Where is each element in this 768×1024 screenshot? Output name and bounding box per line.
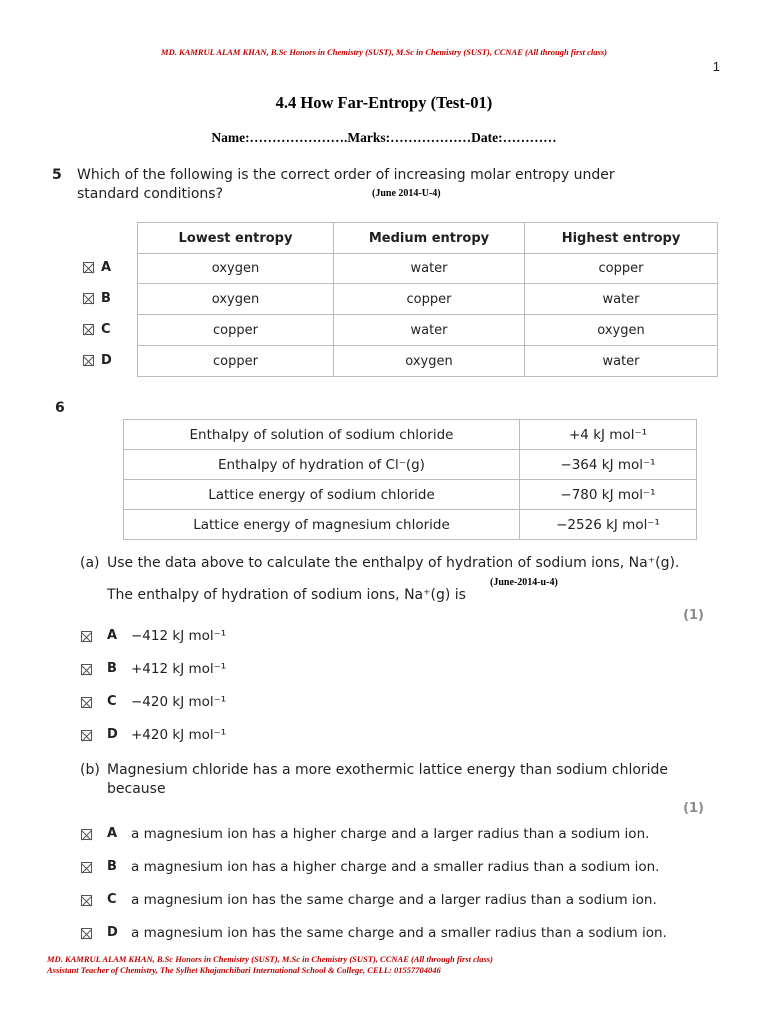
part-a-label: (a)	[80, 555, 100, 571]
option-text: a magnesium ion has a higher charge and a smaller radius than a sodium ion.	[131, 859, 660, 875]
option-letter: D	[107, 925, 118, 940]
table-cell: −364 kJ mol⁻¹	[520, 450, 697, 480]
table-row	[138, 315, 718, 346]
option-letter: B	[107, 859, 117, 874]
answer-checkbox-6b-b[interactable]	[81, 862, 92, 873]
table-cell: copper	[138, 315, 334, 346]
question-5-text-line1: Which of the following is the correct order of increasing molar entropy under	[77, 167, 615, 183]
table-row	[138, 346, 718, 377]
table-cell: Enthalpy of hydration of Cl⁻(g)	[124, 450, 520, 480]
question-5-source: (June 2014-U-4)	[372, 188, 441, 199]
page-header: MD. KAMRUL ALAM KHAN, B.Sc Honors in Chemistry (SUST), M.Sc in Chemistry (SUST), CCNAE (All through first class)	[161, 47, 607, 57]
part-b-text-line1: Magnesium chloride has a more exothermic lattice energy than sodium chloride	[107, 762, 669, 778]
table-cell: +4 kJ mol⁻¹	[520, 420, 697, 450]
table-cell: water	[525, 346, 718, 377]
option-letter: A	[107, 628, 118, 643]
part-b-label: (b)	[80, 762, 100, 778]
enthalpy-data-table	[123, 419, 697, 540]
table-row	[124, 480, 697, 510]
answer-checkbox-6a-a[interactable]	[81, 631, 92, 642]
table-cell: Lattice energy of magnesium chloride	[124, 510, 520, 540]
table-header: Highest entropy	[525, 223, 718, 254]
answer-checkbox-6a-b[interactable]	[81, 664, 92, 675]
table-header: Medium entropy	[334, 223, 525, 254]
option-letter: B	[101, 291, 111, 306]
answer-checkbox-5d[interactable]	[83, 355, 94, 366]
answer-checkbox-6a-d[interactable]	[81, 730, 92, 741]
option-text: +420 kJ mol⁻¹	[131, 727, 227, 743]
question-5-text-line2: standard conditions?	[77, 186, 224, 202]
option-letter: A	[101, 260, 112, 275]
page-number: 1	[712, 59, 720, 74]
table-row	[124, 420, 697, 450]
part-b-marks: (1)	[683, 801, 704, 816]
table-cell: Enthalpy of solution of sodium chloride	[124, 420, 520, 450]
option-letter: A	[107, 826, 118, 841]
page-footer-line2: Assistant Teacher of Chemistry, The Sylhet Khajanchibari International School & College, CELL: 01557704046	[47, 965, 441, 975]
table-row	[124, 450, 697, 480]
page-title: 4.4 How Far-Entropy (Test-01)	[275, 93, 493, 112]
table-cell: oxygen	[525, 315, 718, 346]
table-cell: copper	[334, 284, 525, 315]
table-cell: −780 kJ mol⁻¹	[520, 480, 697, 510]
table-row	[138, 284, 718, 315]
table-cell: −2526 kJ mol⁻¹	[520, 510, 697, 540]
question-5-number: 5	[52, 167, 62, 183]
part-a-source: (June-2014-u-4)	[490, 577, 558, 588]
table-cell: oxygen	[138, 284, 334, 315]
table-cell: copper	[138, 346, 334, 377]
table-cell: Lattice energy of sodium chloride	[124, 480, 520, 510]
table-header: Lowest entropy	[138, 223, 334, 254]
option-letter: D	[101, 353, 112, 368]
option-text: −420 kJ mol⁻¹	[131, 694, 227, 710]
option-text: a magnesium ion has a higher charge and a larger radius than a sodium ion.	[131, 826, 650, 842]
option-text: +412 kJ mol⁻¹	[131, 661, 227, 677]
page-footer-line1: MD. KAMRUL ALAM KHAN, B.Sc Honors in Chemistry (SUST), M.Sc in Chemistry (SUST), CCNAE (All through first class)	[47, 954, 493, 964]
question-6-number: 6	[55, 400, 65, 416]
table-cell: copper	[525, 254, 718, 284]
table-cell: water	[334, 315, 525, 346]
table-cell: oxygen	[138, 254, 334, 284]
table-cell: water	[525, 284, 718, 315]
option-text: −412 kJ mol⁻¹	[131, 628, 227, 644]
part-a-marks: (1)	[683, 608, 704, 623]
table-cell: water	[334, 254, 525, 284]
part-b-text-line2: because	[107, 781, 166, 797]
answer-checkbox-6b-d[interactable]	[81, 928, 92, 939]
option-text: a magnesium ion has the same charge and a larger radius than a sodium ion.	[131, 892, 657, 908]
table-cell: oxygen	[334, 346, 525, 377]
part-a-text-line1: Use the data above to calculate the enthalpy of hydration of sodium ions, Na⁺(g).	[107, 555, 680, 571]
option-letter: D	[107, 727, 118, 742]
table-row	[138, 254, 718, 284]
name-marks-date-line: Name:………………….Marks:………………Date:…………	[211, 130, 557, 145]
answer-checkbox-5b[interactable]	[83, 293, 94, 304]
answer-checkbox-5a[interactable]	[83, 262, 94, 273]
part-a-text-line2: The enthalpy of hydration of sodium ions, Na⁺(g) is	[107, 587, 466, 603]
option-letter: C	[107, 892, 117, 907]
answer-checkbox-5c[interactable]	[83, 324, 94, 335]
entropy-order-table	[137, 222, 718, 377]
option-letter: C	[101, 322, 111, 337]
answer-checkbox-6b-c[interactable]	[81, 895, 92, 906]
answer-checkbox-6b-a[interactable]	[81, 829, 92, 840]
option-letter: B	[107, 661, 117, 676]
table-row	[124, 510, 697, 540]
answer-checkbox-6a-c[interactable]	[81, 697, 92, 708]
option-letter: C	[107, 694, 117, 709]
option-text: a magnesium ion has the same charge and a smaller radius than a sodium ion.	[131, 925, 667, 941]
